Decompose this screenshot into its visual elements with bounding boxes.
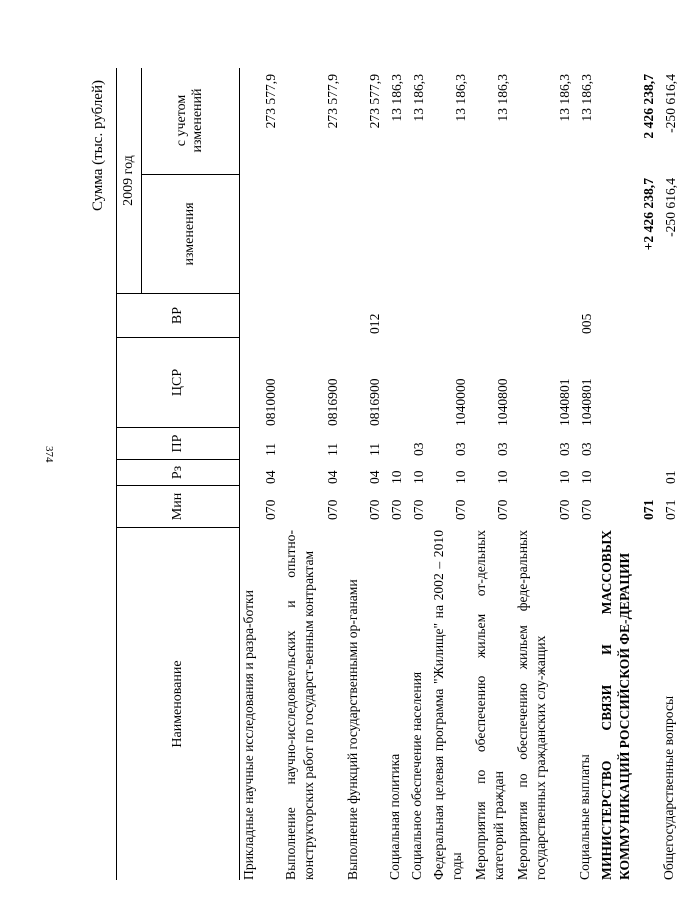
table-row bbox=[386, 68, 408, 880]
row-min: 070 bbox=[389, 499, 404, 520]
row-min: 070 bbox=[453, 499, 468, 520]
row-pr: 11 bbox=[263, 442, 278, 456]
table-row bbox=[514, 68, 576, 880]
row-vr: 012 bbox=[367, 313, 382, 334]
table-row bbox=[408, 68, 430, 880]
table-row bbox=[598, 68, 660, 880]
row-name: Социальная политика bbox=[387, 753, 402, 880]
row-total: 273 577,9 bbox=[367, 74, 382, 129]
row-changes: -250 616,4 bbox=[663, 178, 678, 237]
row-rz: 04 bbox=[325, 470, 340, 484]
header-name: Наименование bbox=[170, 660, 185, 748]
row-rz: 04 bbox=[367, 470, 382, 484]
row-total: 13 186,3 bbox=[557, 74, 572, 122]
row-total: 273 577,9 bbox=[263, 74, 278, 129]
header-year: 2009 год bbox=[117, 68, 142, 293]
header-year-block bbox=[117, 68, 239, 294]
table-row bbox=[660, 68, 682, 880]
row-total: 13 186,3 bbox=[453, 74, 468, 122]
header-csr: ЦСР bbox=[117, 338, 239, 428]
row-name: Мероприятия по обеспечению жильем феде-ральных государственных гражданских слу-жащих bbox=[515, 530, 548, 880]
units-label: Сумма (тыс. рублей) bbox=[90, 80, 106, 212]
row-pr: 11 bbox=[367, 442, 382, 456]
table-row bbox=[576, 68, 598, 880]
row-pr: 11 bbox=[325, 442, 340, 456]
row-name: Мероприятия по обеспечению жильем от-дельных категорий граждан bbox=[473, 530, 506, 880]
row-total: -250 616,4 bbox=[663, 74, 678, 133]
row-name: Социальное обеспечение населения bbox=[409, 671, 424, 880]
header-changes: изменения bbox=[181, 202, 197, 266]
row-name: Выполнение научно-исследовательских и опытно-конструкторских работ по государст-венным контрактам bbox=[283, 530, 316, 880]
row-name: Общегосударственные вопросы bbox=[661, 695, 676, 880]
table-row bbox=[344, 68, 386, 880]
row-rz: 10 bbox=[411, 470, 426, 484]
row-csr: 1040801 bbox=[579, 378, 594, 426]
row-pr: 03 bbox=[495, 442, 510, 456]
row-changes: +2 426 238,7 bbox=[641, 178, 656, 251]
table-row bbox=[430, 68, 472, 880]
row-min: 071 bbox=[663, 499, 678, 520]
table-row bbox=[240, 68, 282, 880]
row-total: 13 186,3 bbox=[495, 74, 510, 122]
budget-table bbox=[116, 68, 682, 880]
row-name: МИНИСТЕРСТВО СВЯЗИ И МАССОВЫХ КОММУНИКАЦИЙ РОССИЙСКОЙ ФЕ-ДЕРАЦИИ bbox=[599, 530, 632, 880]
row-rz: 10 bbox=[557, 470, 572, 484]
row-min: 070 bbox=[367, 499, 382, 520]
row-pr: 03 bbox=[579, 442, 594, 456]
row-name: Федеральная целевая программа "Жилище" на 2002 – 2010 годы bbox=[431, 530, 464, 880]
row-csr: 1040000 bbox=[453, 378, 468, 426]
header-rz: Рз bbox=[117, 460, 239, 486]
row-pr: 03 bbox=[453, 442, 468, 456]
row-rz: 04 bbox=[263, 470, 278, 484]
row-csr: 0816900 bbox=[325, 378, 340, 426]
header-vr: ВР bbox=[117, 294, 239, 338]
row-min: 070 bbox=[579, 499, 594, 520]
row-min: 070 bbox=[557, 499, 572, 520]
table-body bbox=[240, 68, 682, 880]
row-pr: 03 bbox=[411, 442, 426, 456]
row-total: 13 186,3 bbox=[579, 74, 594, 122]
row-csr: 0810000 bbox=[263, 378, 278, 426]
row-rz: 10 bbox=[453, 470, 468, 484]
row-name: Социальные выплаты bbox=[577, 754, 592, 880]
row-csr: 0816900 bbox=[367, 378, 382, 426]
row-rz: 10 bbox=[495, 470, 510, 484]
page-number: 374 bbox=[43, 446, 55, 463]
row-vr: 005 bbox=[579, 313, 594, 334]
row-total: 13 186,3 bbox=[389, 74, 404, 122]
rotated-table-page bbox=[86, 68, 678, 880]
row-rz: 10 bbox=[579, 470, 594, 484]
header-with-changes: с учетом изменений bbox=[141, 67, 239, 175]
header-min: Мин bbox=[117, 486, 239, 528]
row-min: 070 bbox=[495, 499, 510, 520]
table-header bbox=[116, 68, 240, 880]
row-total: 2 426 238,7 bbox=[641, 74, 656, 139]
row-min: 071 bbox=[641, 499, 656, 520]
row-pr: 03 bbox=[557, 442, 572, 456]
row-rz: 01 bbox=[663, 470, 678, 484]
row-total: 13 186,3 bbox=[411, 74, 426, 122]
header-pr: ПР bbox=[117, 428, 239, 460]
row-csr: 1040800 bbox=[495, 378, 510, 426]
row-min: 070 bbox=[263, 499, 278, 520]
row-min: 070 bbox=[325, 499, 340, 520]
row-rz: 10 bbox=[389, 470, 404, 484]
row-name: Выполнение функций государственными ор-ганами bbox=[345, 579, 360, 880]
row-name: Прикладные научные исследования и разра-ботки bbox=[241, 590, 256, 880]
table-row bbox=[472, 68, 514, 880]
row-total: 273 577,9 bbox=[325, 74, 340, 129]
row-min: 070 bbox=[411, 499, 426, 520]
row-csr: 1040801 bbox=[557, 378, 572, 426]
table-row bbox=[282, 68, 344, 880]
